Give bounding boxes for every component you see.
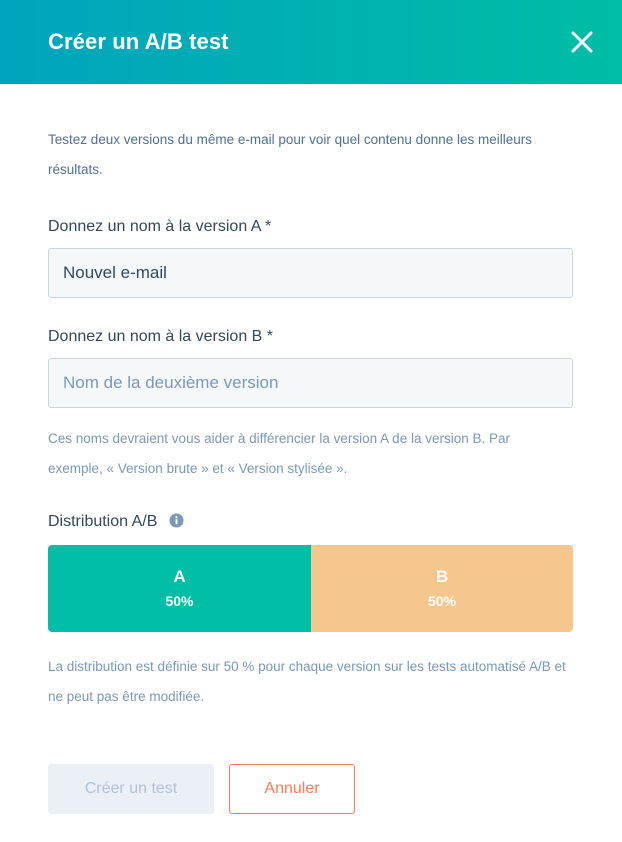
version-b-name-input[interactable] xyxy=(48,358,573,408)
cancel-button[interactable]: Annuler xyxy=(229,764,355,814)
names-hint-text: Ces noms devraient vous aider à différencier la version A de la version B. Par exemple, « Version brute » et « Version stylisée ». xyxy=(48,431,510,476)
distribution-heading xyxy=(48,513,184,531)
dialog-header xyxy=(0,0,622,84)
distribution-bar xyxy=(48,545,573,632)
distribution-segment-b xyxy=(311,545,573,632)
distribution-segment-a xyxy=(48,545,311,632)
version-a-name-input[interactable] xyxy=(48,248,573,298)
create-test-button[interactable]: Créer un test xyxy=(48,764,214,814)
segment-b-percent: 50% xyxy=(427,593,457,609)
info-icon[interactable] xyxy=(169,513,184,528)
distribution-note-text: La distribution est définie sur 50 % pour chaque version sur les tests automatisé A/B et ne peut pas être modifiée. xyxy=(48,659,566,704)
segment-b-name: B xyxy=(435,567,449,586)
segment-a-name: A xyxy=(173,567,186,586)
version-a-label: Donnez un nom à la version A * xyxy=(48,218,272,235)
distribution-label: Distribution A/B xyxy=(48,513,158,530)
segment-a-percent: 50% xyxy=(165,593,194,609)
dialog-intro-text: Testez deux versions du même e-mail pour voir quel contenu donne les meilleurs résultats. xyxy=(48,132,532,177)
close-button[interactable] xyxy=(568,28,596,56)
dialog-title: Créer un A/B test xyxy=(48,29,229,54)
version-b-label: Donnez un nom à la version B * xyxy=(48,328,274,345)
close-icon xyxy=(568,28,596,56)
